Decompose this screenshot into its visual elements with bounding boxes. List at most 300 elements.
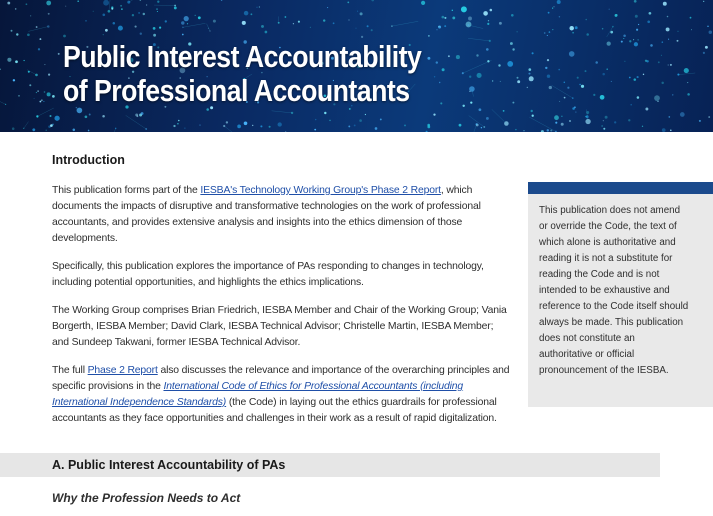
network-link-line [472, 124, 477, 132]
network-dot [603, 128, 605, 130]
network-dot [668, 39, 669, 40]
network-dot [436, 61, 438, 63]
network-dot [483, 11, 488, 16]
p4-text-end: (the Code) in laying out the ethics guardrails for professional accountants as they face opportunities and challenges in their work as a result of rapid digitalization. [52, 397, 497, 424]
network-dot [102, 13, 105, 16]
network-dot [512, 102, 514, 104]
network-dot [0, 68, 1, 70]
network-dot [529, 76, 534, 81]
network-dot [658, 61, 660, 63]
network-link-line [468, 25, 483, 28]
network-dot [564, 97, 566, 99]
section-a-title: A. Public Interest Accountability of PAs [52, 458, 286, 472]
network-dot [677, 40, 679, 42]
network-dot [609, 9, 610, 10]
network-dot [48, 74, 50, 76]
main-content [52, 145, 512, 439]
network-dot [629, 77, 631, 79]
network-dot [15, 8, 17, 10]
network-dot [610, 31, 613, 34]
network-dot [691, 29, 692, 30]
network-dot [7, 2, 10, 5]
network-dot [707, 26, 708, 27]
network-dot [354, 124, 356, 126]
network-dot [528, 73, 530, 75]
network-dot [184, 16, 189, 21]
network-dot [645, 108, 648, 111]
network-dot [348, 19, 349, 20]
section-a-subtitle: Why the Profession Needs to Act [52, 491, 241, 505]
network-dot [634, 78, 637, 81]
network-dot [174, 6, 177, 9]
network-dot [668, 64, 669, 65]
document-title [63, 40, 421, 108]
network-dot [557, 0, 561, 4]
network-dot [102, 115, 105, 118]
network-dot [444, 17, 446, 19]
p4-text-middle: also discusses the relevance and importance of the overarching principles and specific provisions in the [52, 365, 510, 392]
network-dot [575, 112, 576, 113]
network-dot [36, 26, 38, 28]
network-dot [567, 87, 569, 89]
network-dot [237, 125, 241, 129]
network-dot [666, 27, 670, 31]
network-dot [523, 130, 524, 131]
network-dot [30, 15, 31, 16]
network-dot [623, 38, 624, 39]
network-dot [512, 48, 514, 50]
p1-text-end: , which documents the impacts of disruptive and transformative technologies on the work of professional accountants, and provides extensive analysis and insights into the ethics dimension of those developments. [52, 185, 481, 244]
network-dot [606, 68, 608, 70]
network-dot [324, 112, 326, 114]
network-dot [488, 20, 489, 21]
network-dot [550, 129, 552, 131]
network-link-line [37, 108, 53, 116]
network-dot [548, 12, 550, 14]
network-dot [32, 128, 35, 131]
network-dot [427, 126, 430, 129]
network-dot [177, 123, 179, 125]
network-dot [558, 69, 560, 71]
network-dot [293, 23, 294, 24]
network-dot [24, 60, 25, 61]
network-dot [103, 34, 104, 35]
network-dot [132, 14, 134, 16]
network-dot [44, 64, 45, 65]
network-dot [440, 102, 442, 104]
network-dot [623, 34, 626, 37]
network-dot [367, 25, 369, 27]
header-banner [0, 0, 713, 132]
network-dot [605, 116, 608, 119]
network-dot [34, 98, 35, 99]
network-dot [586, 33, 589, 36]
network-dot [265, 31, 268, 34]
network-dot [182, 34, 184, 36]
network-dot [50, 115, 52, 117]
network-dot [687, 82, 688, 83]
network-dot [614, 121, 616, 123]
network-dot [559, 16, 560, 17]
network-dot [426, 131, 428, 132]
network-dot [199, 124, 200, 125]
network-dot [637, 76, 639, 78]
network-dot [569, 120, 571, 122]
network-dot [118, 26, 123, 31]
network-dot [54, 116, 59, 121]
network-dot [555, 122, 557, 124]
network-dot [507, 61, 513, 67]
network-dot [39, 38, 41, 40]
network-dot [490, 9, 493, 12]
network-link-line [109, 0, 110, 11]
network-dot [256, 7, 257, 8]
network-dot [44, 91, 46, 93]
network-dot [427, 57, 430, 60]
network-dot [661, 55, 662, 56]
network-dot [547, 129, 549, 131]
network-dot [221, 0, 222, 1]
network-dot [684, 68, 689, 73]
network-dot [73, 129, 76, 132]
network-dot [650, 44, 653, 47]
network-dot [680, 112, 685, 117]
network-dot [549, 31, 551, 33]
network-link-line [272, 111, 293, 113]
network-dot [93, 11, 94, 12]
network-dot [439, 82, 440, 83]
network-dot [438, 26, 439, 27]
network-dot [371, 29, 373, 31]
network-link-line [112, 128, 116, 132]
network-dot [690, 17, 692, 19]
network-dot [139, 0, 141, 1]
network-dot [552, 8, 553, 9]
network-dot [517, 77, 519, 79]
network-dot [624, 61, 625, 62]
network-dot [157, 1, 159, 3]
network-dot [668, 116, 670, 118]
network-dot [146, 4, 147, 5]
network-dot [672, 94, 673, 95]
network-dot [661, 82, 663, 84]
network-dot [156, 8, 157, 9]
network-dot [357, 11, 358, 12]
network-link-line [183, 23, 206, 27]
network-dot [135, 26, 137, 28]
network-dot [487, 23, 489, 25]
network-dot [544, 32, 546, 34]
network-dot [314, 129, 316, 131]
p1-text-start: This publication forms part of the [52, 185, 201, 196]
network-link-line [468, 38, 490, 41]
network-dot [85, 20, 86, 21]
network-dot [462, 105, 464, 107]
network-dot [705, 46, 708, 49]
network-dot [486, 48, 489, 51]
network-dot [26, 3, 28, 5]
network-dot [37, 90, 38, 91]
network-dot [329, 120, 331, 122]
network-dot [310, 27, 311, 28]
network-link-line [463, 60, 492, 73]
network-dot [634, 0, 637, 3]
network-dot [452, 16, 455, 19]
network-dot [603, 120, 604, 121]
network-dot [27, 33, 30, 36]
network-link-line [126, 115, 147, 129]
network-dot [63, 35, 66, 38]
network-dot [65, 6, 66, 7]
network-dot [477, 73, 482, 78]
sidebar-accent-bar [528, 182, 713, 194]
network-dot [89, 114, 91, 116]
network-dot [213, 20, 216, 23]
network-dot [577, 77, 579, 79]
network-dot [261, 25, 264, 28]
network-dot [315, 119, 316, 120]
network-dot [452, 10, 453, 11]
network-dot [628, 119, 630, 121]
network-dot [153, 34, 156, 37]
network-dot [380, 118, 382, 120]
network-dot [348, 125, 350, 127]
network-dot [585, 19, 587, 21]
network-dot [517, 80, 520, 83]
network-dot [347, 1, 349, 3]
network-dot [153, 27, 156, 30]
network-dot [654, 95, 660, 101]
network-dot [481, 127, 482, 128]
network-dot [516, 31, 517, 32]
network-dot [476, 123, 478, 125]
network-dot [635, 15, 638, 18]
network-dot [708, 116, 710, 118]
network-dot [12, 127, 15, 130]
network-dot [278, 122, 282, 126]
network-dot [15, 60, 18, 63]
network-dot [636, 29, 638, 31]
network-dot [564, 82, 566, 84]
network-dot [7, 58, 11, 62]
network-dot [611, 81, 612, 82]
network-dot [634, 42, 638, 46]
network-dot [569, 51, 575, 57]
network-dot [615, 14, 617, 16]
network-dot [52, 124, 54, 126]
network-dot [492, 80, 493, 81]
network-dot [699, 120, 701, 122]
network-dot [360, 12, 363, 15]
intro-paragraph-4 [52, 363, 512, 427]
technology-report-link[interactable]: IESBA's Technology Working Group's Phase 2 Report [200, 185, 441, 196]
network-dot [637, 39, 638, 40]
network-dot [77, 108, 83, 114]
network-dot [181, 21, 184, 24]
network-dot [670, 64, 672, 66]
network-dot [269, 126, 271, 128]
network-dot [602, 73, 605, 76]
network-dot [499, 22, 502, 25]
network-dot [468, 17, 472, 21]
network-dot [29, 84, 31, 86]
network-dot [662, 41, 664, 43]
network-dot [575, 26, 578, 29]
network-dot [327, 7, 328, 8]
network-dot [242, 21, 246, 25]
network-dot [141, 112, 144, 115]
network-dot [298, 21, 300, 23]
network-dot [46, 130, 47, 131]
network-dot [46, 1, 51, 6]
network-dot [121, 8, 123, 10]
network-dot [510, 42, 513, 45]
network-dot [629, 40, 631, 42]
network-dot [459, 124, 462, 127]
network-dot [527, 87, 528, 88]
network-dot [559, 101, 560, 102]
network-dot [601, 125, 602, 126]
network-dot [120, 5, 122, 7]
network-dot [649, 12, 652, 15]
network-dot [677, 31, 678, 32]
phase-2-report-link[interactable]: Phase 2 Report [87, 365, 158, 376]
network-dot [531, 110, 533, 112]
network-link-line [529, 117, 556, 132]
network-dot [359, 119, 362, 122]
network-dot [113, 22, 116, 25]
network-dot [355, 28, 356, 29]
network-dot [88, 130, 90, 132]
network-dot [642, 126, 643, 127]
network-dot [138, 12, 140, 14]
network-dot [244, 121, 248, 125]
network-dot [103, 0, 109, 6]
network-dot [77, 0, 79, 2]
network-dot [85, 115, 88, 118]
network-dot [365, 114, 366, 115]
network-dot [476, 54, 478, 56]
network-dot [361, 36, 363, 38]
title-line-1: Public Interest Accountability [63, 39, 422, 74]
network-dot [703, 52, 705, 54]
network-dot [333, 22, 335, 24]
network-dot [187, 23, 188, 24]
network-dot [285, 131, 286, 132]
network-dot [448, 55, 450, 57]
network-dot [552, 29, 553, 30]
network-dot [585, 70, 587, 72]
network-dot [178, 120, 180, 122]
network-dot [581, 85, 584, 88]
network-dot [545, 67, 547, 69]
network-dot [479, 108, 482, 111]
network-dot [157, 11, 158, 12]
network-dot [244, 11, 249, 16]
network-link-line [207, 24, 210, 31]
network-dot [206, 108, 209, 111]
code-of-ethics-link[interactable]: International Code of Ethics for Professional Accountants (including International Independence Standards) [52, 381, 464, 408]
section-a-bar [0, 453, 660, 477]
network-dot [595, 61, 598, 64]
network-dot [43, 101, 44, 102]
network-link-line [24, 122, 29, 129]
network-dot [444, 25, 446, 27]
network-dot [159, 27, 161, 29]
network-dot [503, 110, 505, 112]
network-dot [470, 101, 472, 103]
network-dot [260, 125, 262, 127]
network-dot [593, 94, 595, 96]
network-dot [11, 30, 13, 32]
network-dot [663, 2, 667, 6]
network-dot [579, 84, 580, 85]
network-dot [600, 95, 605, 100]
network-dot [670, 130, 672, 132]
network-dot [52, 95, 55, 98]
network-dot [58, 53, 60, 55]
network-dot [532, 52, 534, 54]
network-dot [549, 86, 552, 89]
network-dot [498, 64, 500, 66]
network-dot [461, 6, 467, 12]
intro-paragraph-1 [52, 183, 512, 247]
network-link-line [552, 85, 573, 98]
network-dot [323, 19, 325, 21]
network-dot [511, 14, 514, 17]
network-dot [428, 35, 430, 37]
network-dot [621, 41, 623, 43]
network-dot [16, 33, 18, 35]
network-dot [198, 16, 201, 19]
network-dot [547, 35, 548, 36]
network-dot [250, 13, 252, 15]
network-dot [703, 1, 704, 2]
network-dot [500, 81, 501, 82]
network-dot [375, 127, 378, 130]
network-dot [434, 76, 435, 77]
network-dot [226, 121, 228, 123]
network-dot [165, 20, 167, 22]
network-dot [662, 128, 666, 132]
network-dot [569, 26, 573, 30]
network-link-line [224, 126, 237, 132]
network-dot [47, 92, 51, 96]
network-link-line [28, 27, 48, 32]
network-dot [541, 130, 544, 132]
network-dot [572, 107, 575, 110]
network-dot [553, 6, 554, 7]
network-dot [285, 16, 287, 18]
network-dot [528, 68, 531, 71]
network-dot [438, 26, 441, 29]
network-dot [554, 115, 559, 120]
network-dot [547, 74, 550, 77]
network-dot [643, 74, 644, 75]
network-dot [709, 31, 712, 34]
network-dot [259, 6, 260, 7]
network-dot [111, 8, 113, 10]
network-link-line [0, 93, 6, 105]
network-dot [547, 59, 549, 61]
network-dot [647, 20, 650, 23]
network-dot [630, 104, 632, 106]
network-dot [657, 101, 658, 102]
network-link-line [392, 21, 418, 26]
network-dot [441, 16, 444, 19]
disclaimer-text: This publication does not amend or override the Code, the text of which alone is authoritative and reading it is not a substitute for reading the Code and is not intended to be exhaustive and reference to the Code itself should always be made. This publication does not constitute an authoritative or official pronouncement of the IESBA. [539, 205, 689, 376]
network-dot [173, 125, 175, 127]
